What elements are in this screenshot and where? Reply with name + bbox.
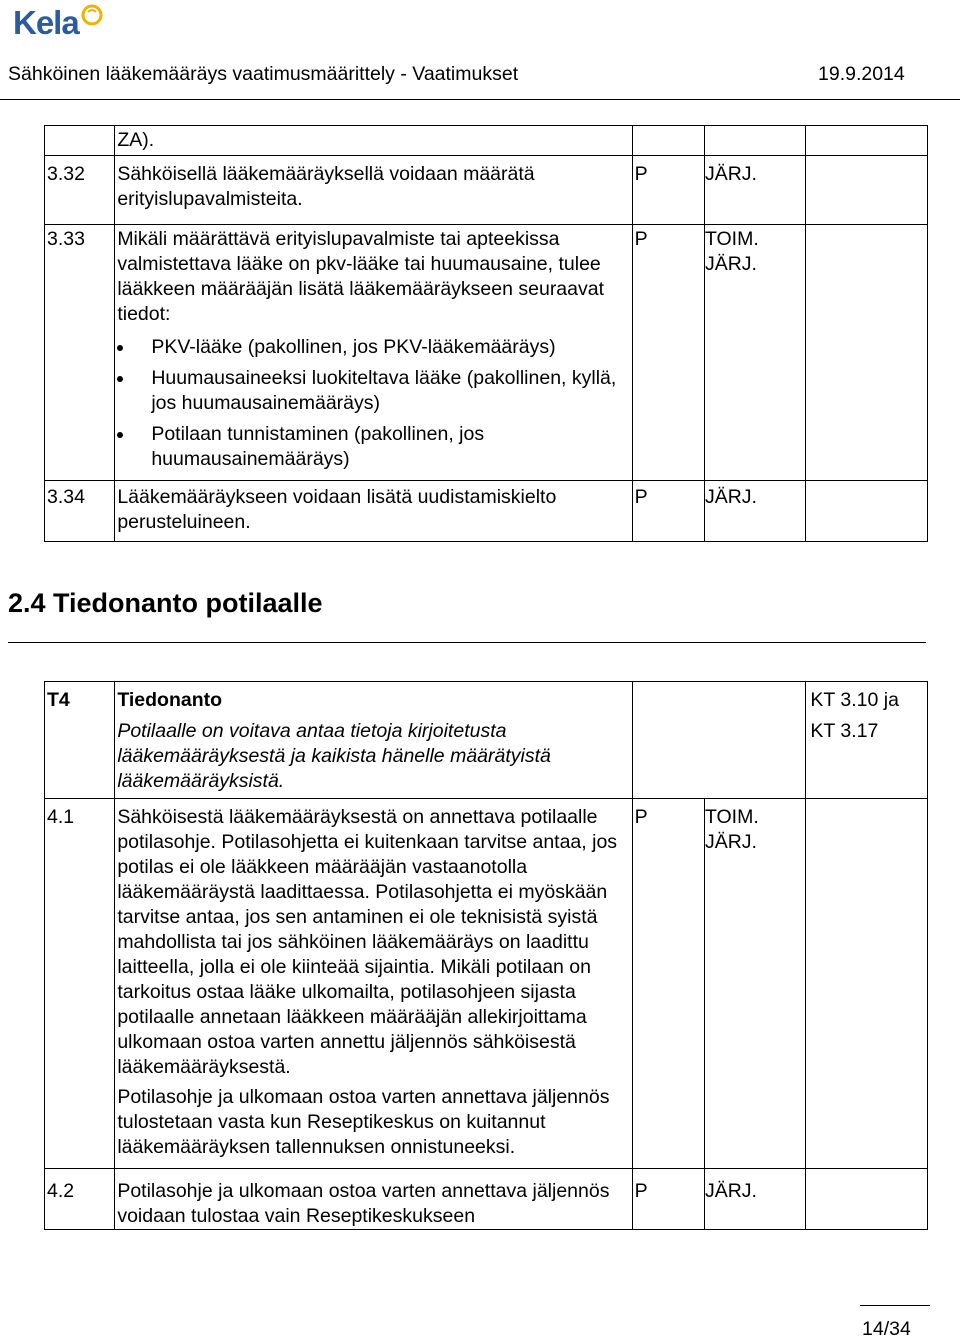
req-ref — [806, 481, 928, 542]
req-priority — [632, 1169, 704, 1230]
req-class — [704, 682, 805, 799]
req-text — [115, 1169, 632, 1230]
req-ref — [806, 1169, 928, 1230]
bullet-item: Huumausaineeksi luokiteltava lääke (pakollinen, kyllä, jos huumausainemääräys) — [117, 366, 631, 416]
req-text — [115, 156, 632, 225]
req-title: Tiedonanto — [117, 689, 223, 711]
req-priority — [632, 225, 704, 481]
req-number — [45, 1169, 115, 1230]
req-number-text: 3.32 — [47, 163, 85, 185]
req-text — [115, 481, 632, 542]
header-divider — [0, 99, 960, 100]
section-divider — [8, 642, 926, 643]
req-class — [704, 126, 805, 156]
req-class-text: JÄRJ. — [704, 831, 757, 853]
table-row — [45, 799, 928, 1169]
table-row — [45, 1169, 928, 1230]
req-class-text: TOIM. — [704, 228, 759, 250]
bullet-item: Potilaan tunnistaminen (pakollinen, jos huumausainemääräys) — [117, 422, 631, 472]
req-number — [45, 156, 115, 225]
req-class — [704, 225, 805, 481]
table-row — [45, 225, 928, 481]
req-text-content: Potilasohje ja ulkomaan ostoa varten annettava jäljennös tulostetaan vasta kun Reseptikeskus on kuitannut lääkemääräyksen tallennuksen onnistuneeksi. — [117, 1086, 610, 1158]
req-class — [704, 1169, 805, 1230]
req-text — [115, 682, 632, 799]
req-number-text: 3.34 — [47, 486, 85, 508]
req-class-text: TOIM. — [704, 806, 759, 828]
req-number — [45, 225, 115, 481]
req-text-content: Potilasohje ja ulkomaan ostoa varten annettava jäljennös voidaan tulostaa vain Reseptikeskukseen — [117, 1180, 610, 1227]
req-number-text: T4 — [47, 689, 70, 711]
kela-logo — [13, 4, 103, 44]
req-text — [115, 126, 632, 156]
table-row — [45, 481, 928, 542]
req-class-text: JÄRJ. — [704, 163, 757, 185]
req-number — [45, 682, 115, 799]
req-text-content: Sähköisestä lääkemääräyksestä on annettava potilaalle potilasohje. Potilasohjetta ei kuitenkaan tarvitse antaa, jos potilas ei ole lääkkeen määrääjän vastaanotolla lääkemääräystä laadittaessa. Potilasohjetta ei myöskään tarvitse antaa, jos sen antaminen ei ole teknisistä syistä mahdollista tai jos sähköinen lääkemääräys on laadittu laitteella, jolla ei ole kiinteää sijaintia. Mikäli potilaan on tarkoitus ostaa lääke ulkomailta, potilasohjeen sijasta potilaalle annetaan lääkkeen määrääjän allekirjoittama ulkomaan ostoa varten annettu jäljennös sähköisestä lääkemääräyksestä. — [117, 806, 618, 1078]
req-class-text: JÄRJ. — [704, 486, 757, 508]
req-text-content: Lääkemääräykseen voidaan lisätä uudistamiskielto perusteluineen. — [117, 486, 557, 533]
requirements-table-t4 — [44, 681, 928, 1230]
logo-text: Kela — [13, 4, 79, 41]
req-priority — [632, 126, 704, 156]
req-priority-text: P — [634, 228, 648, 250]
req-priority — [632, 156, 704, 225]
req-ref — [806, 682, 928, 799]
section-heading: 2.4 Tiedonanto potilaalle — [8, 588, 323, 618]
table-row — [45, 126, 928, 156]
req-class-text: JÄRJ. — [704, 253, 757, 275]
req-number-text: 4.2 — [47, 1180, 75, 1202]
req-text-content: ZA). — [117, 129, 155, 151]
req-class-text: JÄRJ. — [704, 1180, 757, 1202]
req-priority — [632, 799, 704, 1169]
req-description: Potilaalle on voitava antaa tietoja kirjoitetusta lääkemääräyksestä ja kaikista hänelle määrätyistä lääkemääräyksistä. — [117, 720, 551, 792]
bullet-item: PKV-lääke (pakollinen, jos PKV-lääkemääräys) — [117, 335, 631, 360]
req-ref — [806, 225, 928, 481]
kela-logo-mark-icon — [79, 4, 105, 26]
req-number — [45, 799, 115, 1169]
req-priority-text: P — [634, 486, 648, 508]
req-number — [45, 481, 115, 542]
requirements-table-continued — [44, 125, 928, 542]
req-text — [115, 799, 632, 1169]
req-ref-text: KT 3.10 ja — [810, 689, 899, 711]
table-row — [45, 682, 928, 799]
req-text — [115, 225, 632, 481]
req-text-content: Mikäli määrättävä erityislupavalmiste tai apteekissa valmistettava lääke on pkv-lääke tai huumausaine, tulee lääkkeen määrääjän lisätä lääkemääräykseen seuraavat tiedot: — [117, 228, 605, 325]
req-class — [704, 481, 805, 542]
req-class — [704, 156, 805, 225]
req-number — [45, 126, 115, 156]
req-text-content: Sähköisellä lääkemääräyksellä voidaan määrätä erityislupavalmisteita. — [117, 163, 535, 210]
req-priority-text: P — [634, 1180, 648, 1202]
req-priority — [632, 481, 704, 542]
footer-divider — [860, 1305, 930, 1306]
document-title: Sähköinen lääkemääräys vaatimusmäärittely - Vaatimukset — [8, 63, 519, 85]
req-number-text: 4.1 — [47, 806, 75, 828]
req-priority-text: P — [634, 163, 648, 185]
req-ref — [806, 156, 928, 225]
req-class — [704, 799, 805, 1169]
req-number-text: 3.33 — [47, 228, 85, 250]
req-ref-text: KT 3.17 — [810, 720, 879, 742]
table-row — [45, 156, 928, 225]
req-priority — [632, 682, 704, 799]
document-date: 19.9.2014 — [818, 63, 905, 85]
req-ref — [806, 799, 928, 1169]
page-number: 14/34 — [862, 1318, 911, 1340]
req-ref — [806, 126, 928, 156]
req-priority-text: P — [634, 806, 648, 828]
